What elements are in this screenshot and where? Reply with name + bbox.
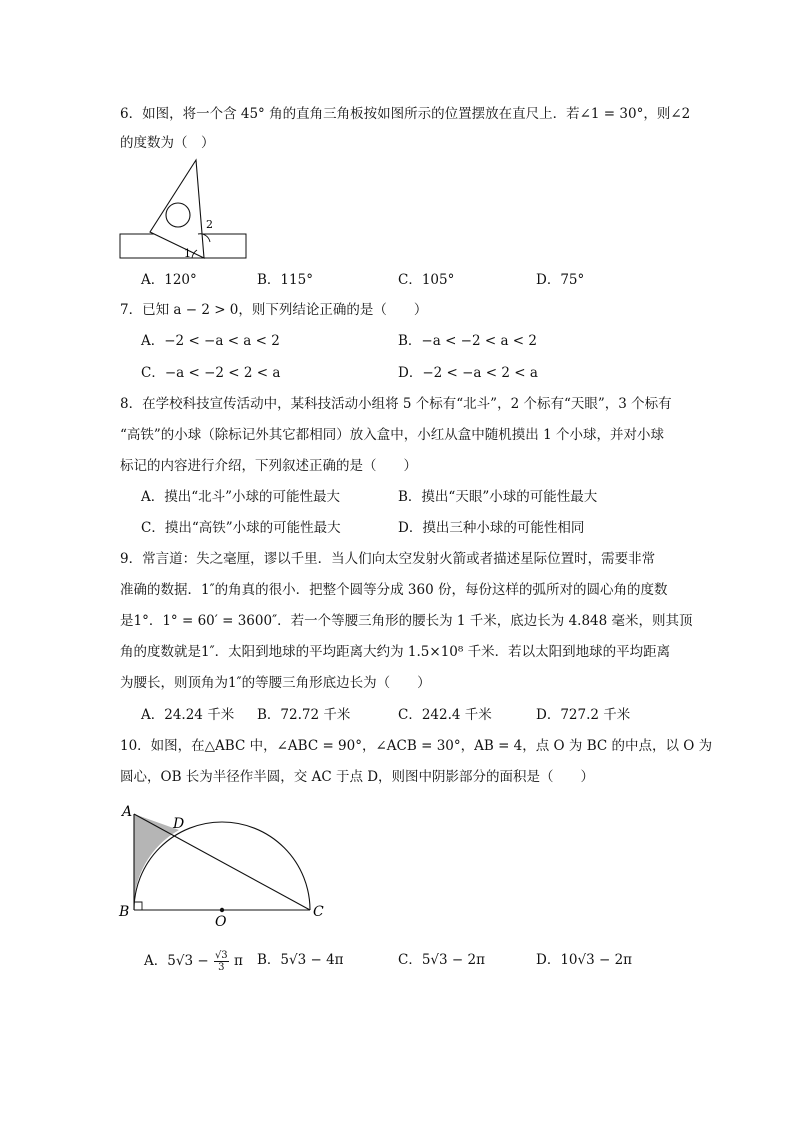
q9-option-c[interactable]: C．242.4 千米 <box>398 707 492 723</box>
q10-option-a-prefix: A．5√3 − <box>144 953 209 969</box>
right-angle-mark <box>134 902 142 910</box>
q6-stem-line-1: 6．如图，将一个含 45° 角的直角三角板按如图所示的位置摆放在直尺上．若∠1 = 30°，则∠2 <box>120 106 691 122</box>
q6-option-b[interactable]: B．115° <box>257 272 313 288</box>
q6-option-c[interactable]: C．105° <box>398 272 455 288</box>
q6-option-d[interactable]: D．75° <box>536 272 585 288</box>
q8-option-d[interactable]: D．摸出三种小球的可能性相同 <box>398 520 585 536</box>
q9-stem-line-2: 准确的数据．1″的角真的很小．把整个圆等分成 360 份，每份这样的弧所对的圆心角的度数 <box>120 582 668 598</box>
segment-ac <box>134 814 310 910</box>
q10-option-a-suffix: π <box>233 953 243 969</box>
q7-stem: 7．已知 a − 2 > 0，则下列结论正确的是（ ） <box>120 302 428 318</box>
q7-option-b[interactable]: B．−a < −2 < a < 2 <box>398 333 538 349</box>
q10-option-b[interactable]: B．5√3 − 4π <box>257 952 344 968</box>
angle-2-label: 2 <box>206 218 213 231</box>
q6-stem-line-2: 的度数为（ ） <box>120 135 215 151</box>
label-c: C <box>313 904 324 920</box>
q10-option-a-fraction <box>214 950 229 973</box>
q9-stem-line-1: 9．常言道：失之毫厘，谬以千里．当人们向太空发射火箭或者描述星际位置时，需要非常 <box>120 551 656 567</box>
q10-option-a-numerator: √3 <box>214 950 228 961</box>
q9-stem-line-4: 角的度数就是1″．太阳到地球的平均距离大约为 1.5×10⁸ 千米．若以太阳到地球的平均距离 <box>120 644 671 660</box>
q8-stem-line-1: 8．在学校科技宣传活动中，某科技活动小组将 5 个标有“北斗”，2 个标有“天眼”，3 个标有 <box>120 396 672 412</box>
q9-option-a[interactable]: A．24.24 千米 <box>141 707 235 723</box>
label-o: O <box>215 914 227 930</box>
q9-stem-line-3: 是1°．1° = 60′ = 3600″．若一个等腰三角形的腰长为 1 千米，底边长为 4.848 毫米，则其顶 <box>120 613 693 629</box>
q7-option-a[interactable]: A．−2 < −a < a < 2 <box>141 333 280 349</box>
q10-option-a[interactable] <box>144 950 243 973</box>
q6-option-a[interactable]: A．120° <box>141 272 197 288</box>
q8-stem-line-2: “高铁”的小球（除标记外其它都相同）放入盒中，小红从盒中随机摸出 1 个小球，并对小球 <box>120 427 664 443</box>
q10-option-c[interactable]: C．5√3 − 2π <box>398 952 485 968</box>
q8-stem-line-3: 标记的内容进行介绍，下列叙述正确的是（ ） <box>120 458 417 474</box>
q8-option-a[interactable]: A．摸出“北斗”小球的可能性最大 <box>141 489 341 505</box>
q8-option-c[interactable]: C．摸出“高铁”小球的可能性最大 <box>141 520 341 536</box>
q9-option-d[interactable]: D．727.2 千米 <box>536 707 631 723</box>
label-b: B <box>119 904 130 920</box>
q10-stem-line-1: 10．如图，在△ABC 中，∠ABC = 90°，∠ACB = 30°，AB = 4，点 O 为 BC 的中点，以 O 为 <box>120 738 713 754</box>
q10-stem-line-2: 圆心，OB 长为半径作半圆，交 AC 于点 D，则图中阴影部分的面积是（ ） <box>120 769 595 785</box>
q10-option-a-denominator: 3 <box>218 962 225 973</box>
q7-option-d[interactable]: D．−2 < −a < 2 < a <box>398 365 538 381</box>
center-point-o <box>220 908 224 912</box>
q9-stem-line-5: 为腰长，则顶角为1″的等腰三角形底边长为（ ） <box>120 675 431 691</box>
label-a: A <box>122 804 133 820</box>
angle-1-label: 1 <box>184 247 191 260</box>
q9-option-b[interactable]: B．72.72 千米 <box>257 707 351 723</box>
q7-option-c[interactable]: C．−a < −2 < 2 < a <box>141 365 281 381</box>
q6-ruler-triangle-figure <box>118 158 250 260</box>
q10-semicircle-figure <box>116 800 336 932</box>
q10-option-d[interactable]: D．10√3 − 2π <box>536 952 633 968</box>
q8-option-b[interactable]: B．摸出“天眼”小球的可能性最大 <box>398 489 598 505</box>
label-d: D <box>173 816 185 832</box>
